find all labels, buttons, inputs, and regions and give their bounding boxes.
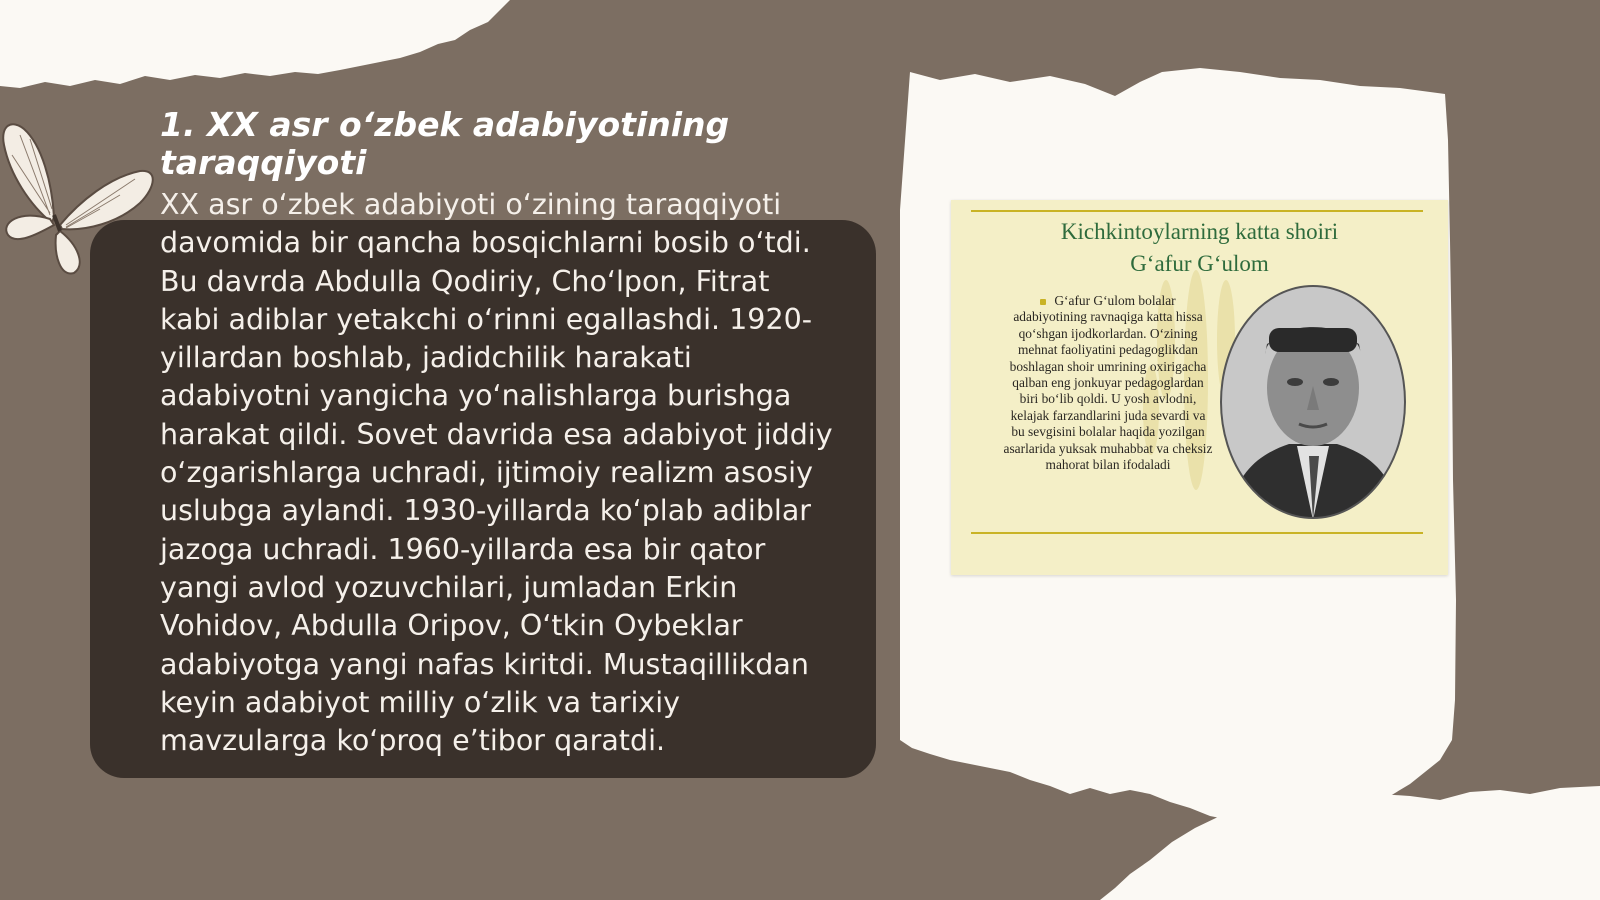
bullet-icon (1040, 299, 1046, 305)
slide-title (951, 216, 1448, 280)
portrait-photo (1219, 284, 1407, 520)
slide-bullet-content: Gʻafur Gʻulom bolalar adabiyotining ravnaqiga katta hissa qoʻshgan ijodkorlardan. Oʻzining mehnat faoliyatini pedagoglikdan boshlagan shoir umrining oxirigacha qalban eng jonkuyar pedagoglardan biri boʻlib qoldi. U yosh avlodni, kelajak farzandlarini juda sevardi va bu sevgisini bolalar haqida yozilgan asarlarida yuksak muhabbat va cheksiz mahorat bilan ifodaladi (1003, 293, 1213, 473)
body-paragraph: XX asr oʻzbek adabiyoti oʻzining taraqqiyoti davomida bir qancha bosqichlarni bosib oʻtdi. Bu davrda Abdulla Qodiriy, Choʻlpon, Fitrat kabi adiblar yetakchi oʻrinni egallashdi. 1920-yillardan boshlab, jadidchilik harakati adabiyotni yangicha yoʻnalishlarga burishga harakat qildi. Sovet davrida esa adabiyot jiddiy oʻzgarishlarga uchradi, ijtimoiy realizm asosiy uslubga aylandi. 1930-yillarda koʻplab adiblar jazoga uchradi. 1960-yillarda esa bir qator yangi avlod yozuvchilari, jumladan Erkin Vohidov, Abdulla Oripov, Oʻtkin Oybeklar adabiyotga yangi nafas kiritdi. Mustaqillikdan keyin adabiyot milliy oʻzlik va tarixiy mavzularga koʻproq eʼtibor qaratdi. (160, 188, 833, 758)
slide-bullet-text (1003, 293, 1213, 473)
slide-top-rule (971, 210, 1423, 212)
slide-image (951, 200, 1448, 575)
section-title: 1. XX asr oʻzbek adabiyotining taraqqiyoti (160, 105, 730, 182)
slide-title-line1: Kichkintoylarning katta shoiri (1060, 219, 1339, 244)
slide-title-line2: Gʻafur Gʻulom (1130, 251, 1269, 276)
slide-bottom-rule (971, 532, 1423, 534)
